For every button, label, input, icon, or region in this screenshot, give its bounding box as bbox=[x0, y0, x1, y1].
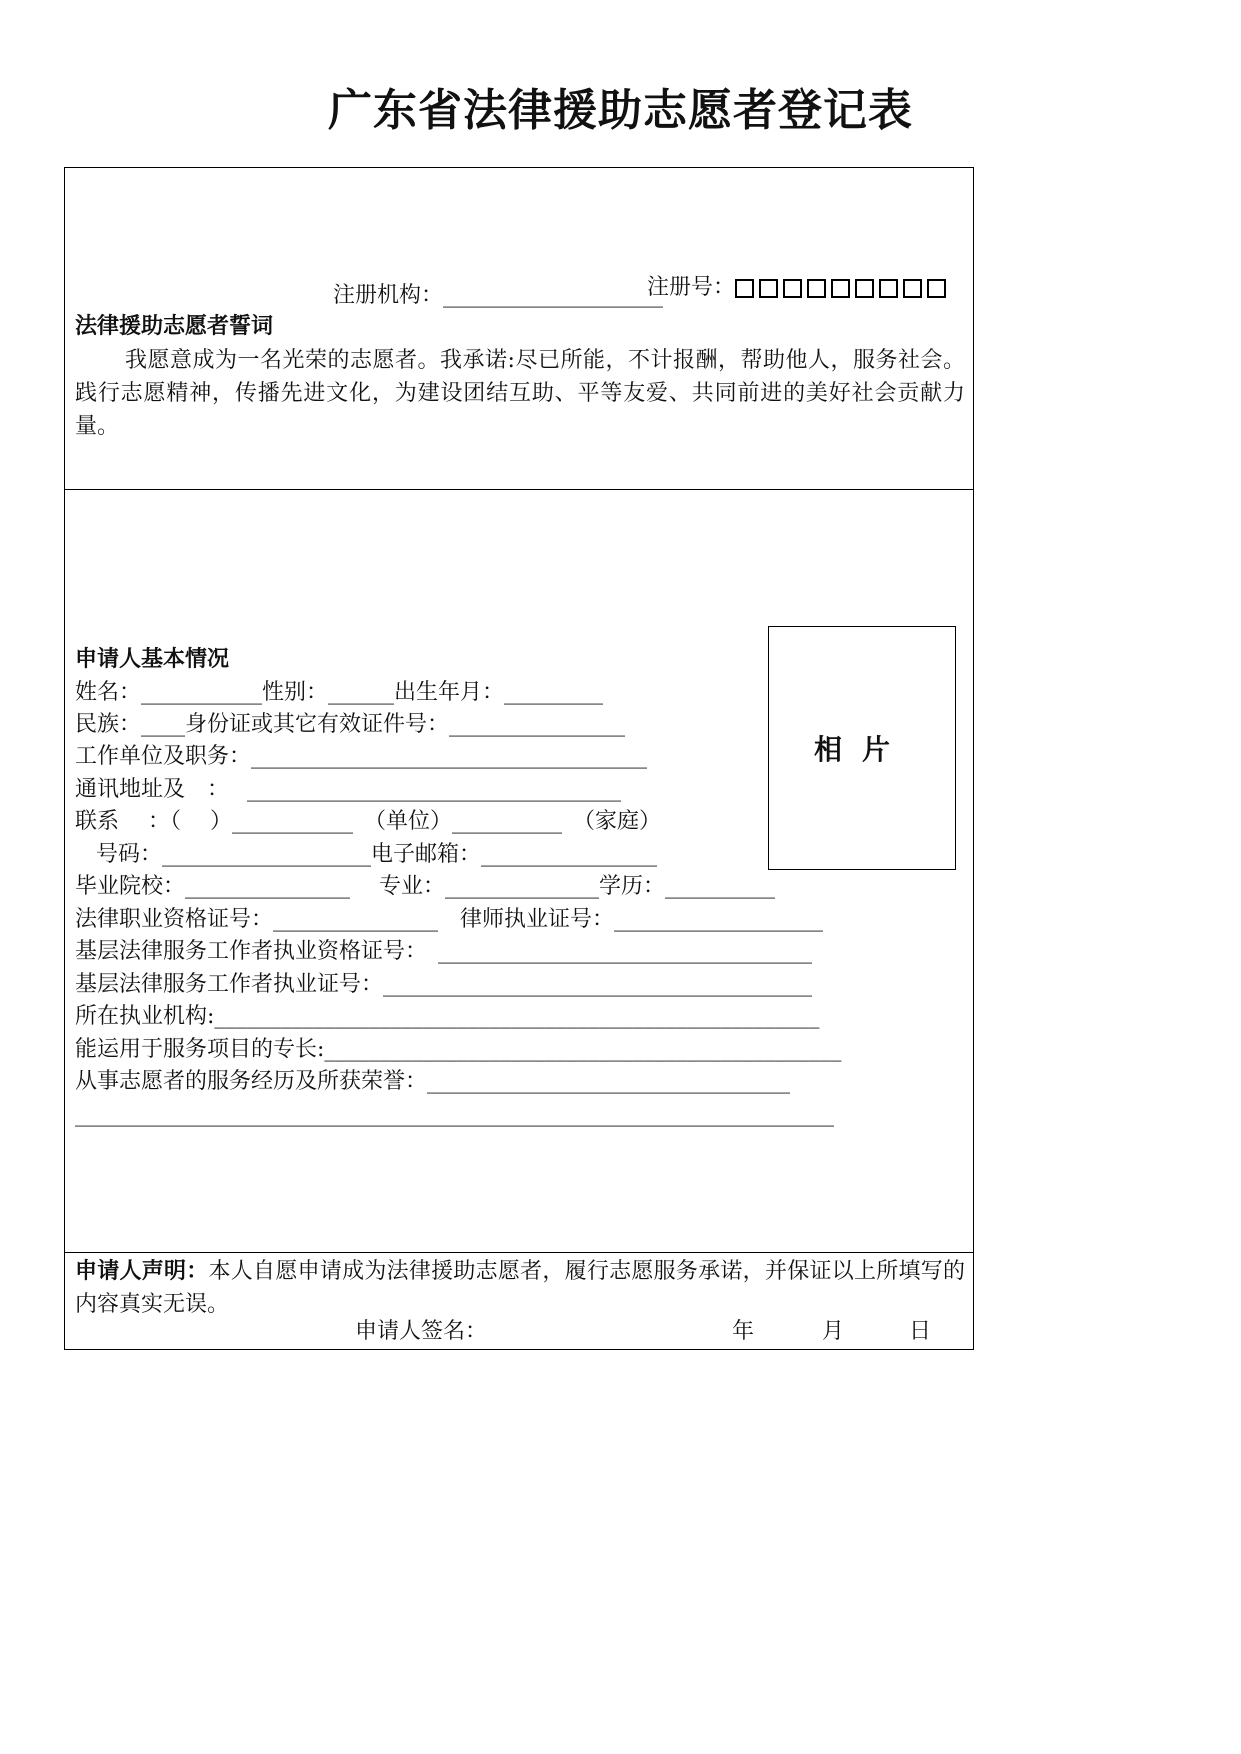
declaration-section bbox=[64, 1252, 974, 1350]
registration-digit-box[interactable] bbox=[903, 279, 922, 298]
education-line[interactable]: 毕业院校：_______________ 专业：______________学历：__________ bbox=[75, 874, 775, 899]
registration-digit-box[interactable] bbox=[927, 279, 946, 298]
volunteer-experience-line[interactable]: 从事志愿者的服务经历及所获荣誉：_________________________________ bbox=[75, 1069, 791, 1094]
grassroots-qualification-line[interactable]: 基层法律服务工作者执业资格证号： __________________________________ bbox=[75, 939, 813, 964]
oath-text: 我愿意成为一名光荣的志愿者。我承诺:尽已所能，不计报酬，帮助他人，服务社会。践行志愿精神，传播先进文化，为建设团结互助、平等友爱、共同前进的美好社会贡献力量。 bbox=[75, 348, 965, 439]
date-year-label[interactable]: 年 bbox=[732, 1319, 755, 1344]
date-month-label[interactable]: 月 bbox=[822, 1319, 845, 1344]
practice-institution-line[interactable]: 所在执业机构:_______________________________________________________ bbox=[75, 1004, 820, 1029]
signature-label[interactable]: 申请人签名： bbox=[355, 1319, 488, 1344]
phone-line[interactable]: 联系 ：（ ）___________ （单位）__________ （家庭） bbox=[75, 809, 661, 834]
photo-box[interactable]: 相片 bbox=[768, 626, 956, 870]
date-day-label[interactable]: 日 bbox=[909, 1319, 932, 1344]
applicant-info-heading: 申请人基本情况 bbox=[75, 647, 230, 672]
registration-number bbox=[619, 240, 951, 336]
employer-position-line[interactable]: 工作单位及职务：____________________________________ bbox=[75, 744, 648, 769]
expertise-line[interactable]: 能运用于服务项目的专长:_______________________________________________ bbox=[75, 1037, 842, 1062]
registration-digit-box[interactable] bbox=[879, 279, 898, 298]
ethnicity-id-line[interactable]: 民族：____身份证或其它有效证件号：________________ bbox=[75, 712, 626, 737]
declaration-label: 申请人声明： bbox=[75, 1259, 209, 1284]
name-gender-birth-line[interactable]: 姓名：___________性别：______出生年月：_________ bbox=[75, 680, 604, 705]
volunteer-experience-continued-line[interactable]: _____________________________________________________________________ bbox=[75, 1102, 834, 1127]
grassroots-license-line[interactable]: 基层法律服务工作者执业证号：_______________________________________ bbox=[75, 972, 813, 997]
registration-organization-field[interactable]: 注册机构：____________________ bbox=[333, 283, 664, 308]
registration-digit-box[interactable] bbox=[759, 279, 778, 298]
registration-digit-box[interactable] bbox=[831, 279, 850, 298]
registration-number-label: 注册号： bbox=[646, 275, 735, 300]
registration-digit-box[interactable] bbox=[783, 279, 802, 298]
declaration bbox=[75, 1255, 965, 1321]
registration-digit-box[interactable] bbox=[735, 279, 754, 298]
oath-title: 法律援助志愿者誓词 bbox=[75, 314, 274, 339]
registration-number-boxes[interactable] bbox=[735, 272, 951, 304]
applicant-info-section bbox=[64, 489, 974, 1253]
declaration-text: 本人自愿申请成为法律援助志愿者，履行志愿服务承诺，并保证以上所填写的内容真实无误。 bbox=[75, 1259, 965, 1317]
address-line[interactable]: 通讯地址及 ： __________________________________ bbox=[75, 777, 621, 802]
legal-certificate-line[interactable]: 法律职业资格证号：_______________ 律师执业证号：___________________ bbox=[75, 907, 824, 932]
oath-section bbox=[64, 167, 974, 490]
form-title: 广东省法律援助志愿者登记表 bbox=[328, 85, 913, 136]
registration-digit-box[interactable] bbox=[807, 279, 826, 298]
registration-digit-box[interactable] bbox=[855, 279, 874, 298]
phone-email-line[interactable]: 号码：___________________电子邮箱：________________ bbox=[75, 842, 657, 867]
